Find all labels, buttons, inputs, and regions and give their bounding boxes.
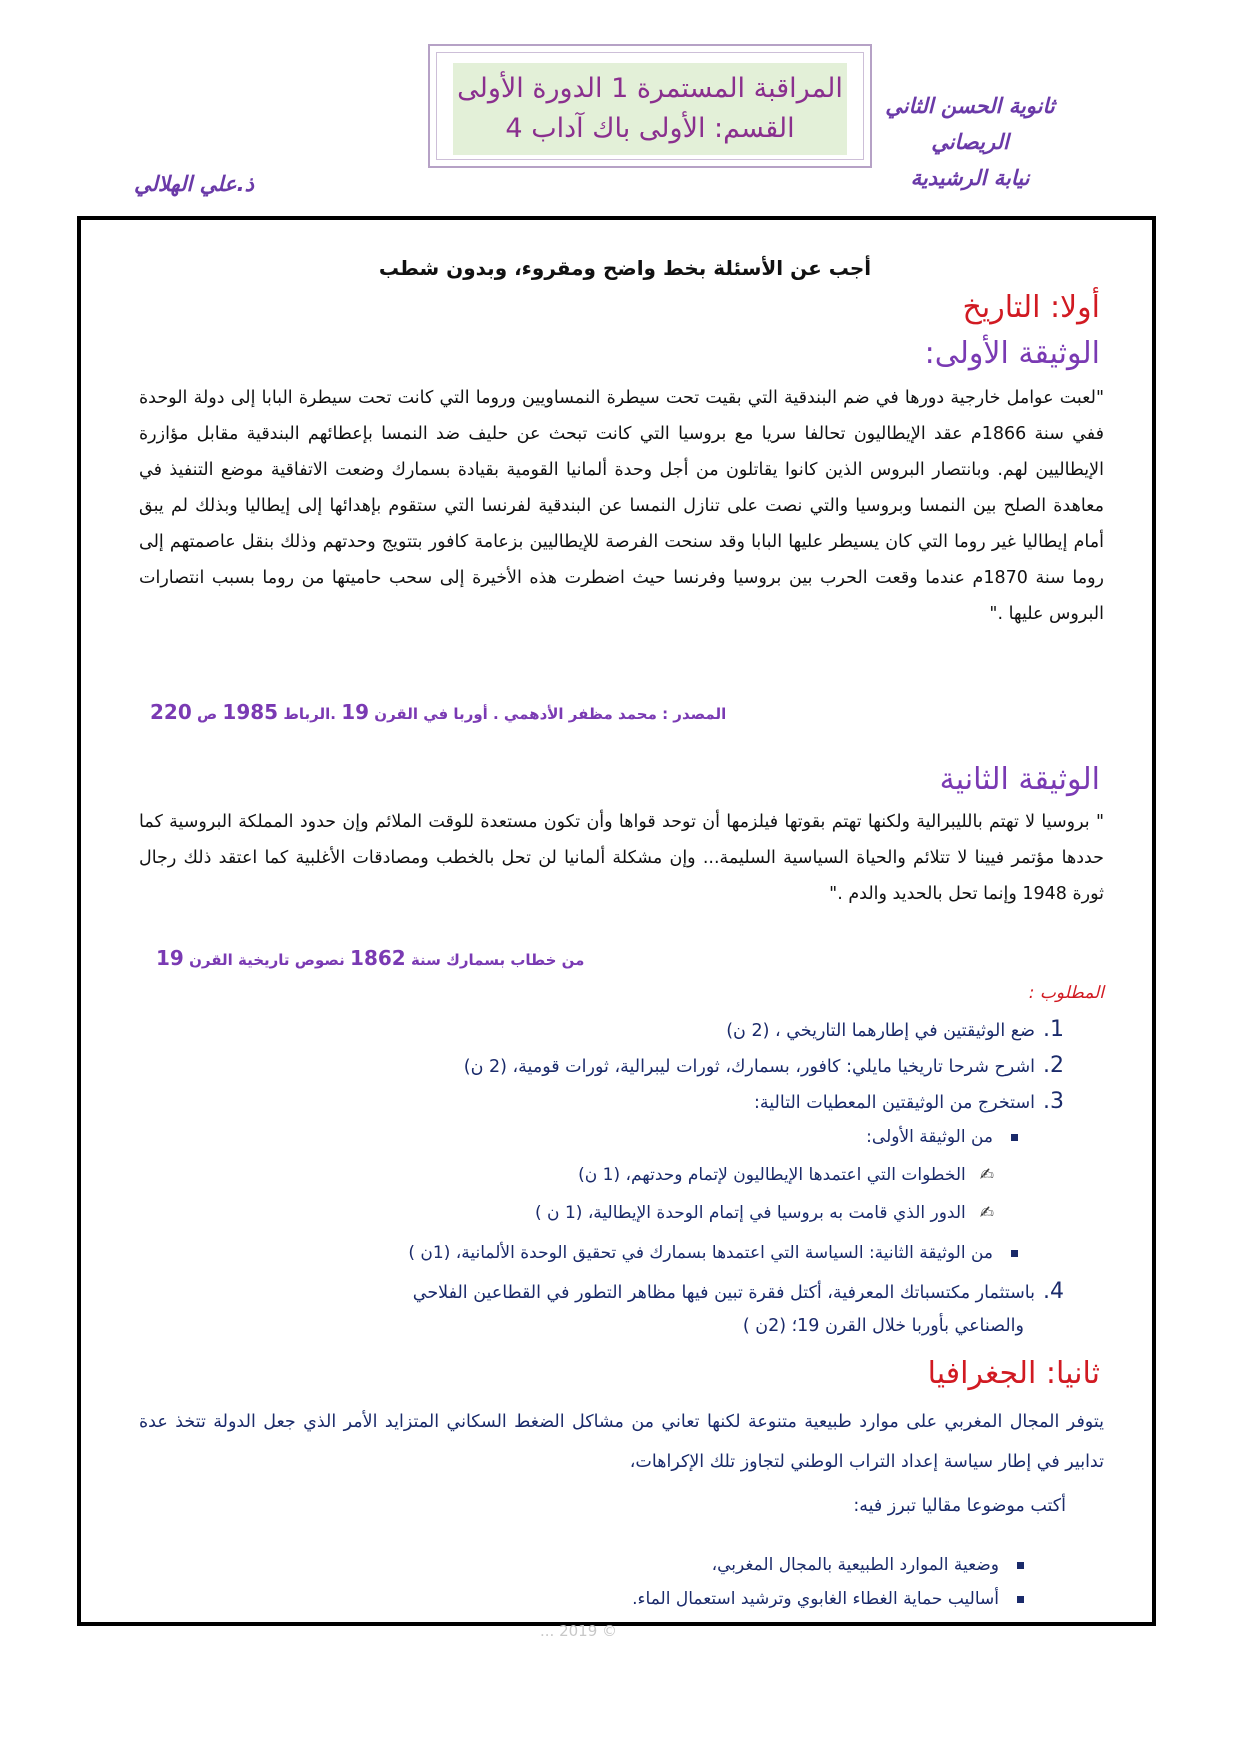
question-2 bbox=[464, 1050, 1064, 1083]
geography-text: يتوفر المجال المغربي على موارد طبيعية متنوعة لكنها تعاني من مشاكل الضغط السكاني المتزايد الأمر الذي جعل الدولة تتخذ عدة تدابير في إطار سياسة إعداد التراب الوطني لتجاوز تلك الإكراهات، bbox=[139, 1412, 1104, 1472]
teacher-name: ذ.علي الهلالي bbox=[134, 172, 254, 196]
school-name: ثانوية الحسن الثاني bbox=[885, 94, 1055, 118]
question-3 bbox=[754, 1086, 1064, 1119]
school-info bbox=[840, 88, 1100, 196]
sub-doc2-text: من الوثيقة الثانية: السياسة التي اعتمدها بسمارك في تحقيق الوحدة الألمانية، (1ن ) bbox=[408, 1243, 993, 1263]
geography-item-1 bbox=[712, 1550, 1024, 1580]
footer-watermark: © 2019 ... bbox=[540, 1622, 618, 1640]
exam-title-box bbox=[453, 63, 847, 155]
doc1-source-city: .الرباط bbox=[283, 705, 336, 723]
requirements-label: المطلوب : bbox=[1028, 983, 1104, 1003]
square-bullet-icon bbox=[1017, 1596, 1024, 1603]
pen-icon: ✍ bbox=[979, 1165, 994, 1185]
exam-title: المراقبة المستمرة 1 الدورة الأولى bbox=[457, 73, 843, 104]
class-line: القسم: الأولى باك آداب 4 bbox=[505, 113, 795, 144]
question-3-text: استخرج من الوثيقتين المعطيات التالية: bbox=[753, 1093, 1035, 1113]
sub-doc1-item-2 bbox=[535, 1198, 994, 1228]
school-directorate: نيابة الرشيدية bbox=[910, 166, 1030, 190]
doc2-source-century: 19 bbox=[156, 946, 184, 970]
square-bullet-icon bbox=[1011, 1250, 1018, 1257]
geography-heading: ثانيا: الجغرافيا bbox=[927, 1356, 1100, 1391]
doc1-source bbox=[150, 700, 726, 724]
question-1 bbox=[726, 1014, 1064, 1047]
question-1-text: ضع الوثيقتين في إطارهما التاريخي ، (2 ن) bbox=[726, 1021, 1035, 1041]
question-2-number: 2. bbox=[1043, 1053, 1064, 1078]
instruction: أجب عن الأسئلة بخط واضح ومقروء، وبدون شطب bbox=[378, 256, 872, 280]
question-4-number: 4. bbox=[1043, 1279, 1064, 1304]
square-bullet-icon bbox=[1011, 1134, 1018, 1141]
sub-doc1 bbox=[866, 1122, 1018, 1152]
doc2-source-title: نصوص تاريخية القرن bbox=[189, 951, 345, 969]
question-2-text: اشرح شرحا تاريخيا مايلي: كافور، بسمارك، ثورات ليبرالية، ثورات قومية، (2 ن) bbox=[463, 1057, 1035, 1077]
sub-doc2 bbox=[408, 1238, 1018, 1268]
sub-doc1-item-1 bbox=[578, 1160, 994, 1190]
doc1-source-year: 1985 bbox=[222, 700, 279, 724]
doc2-source bbox=[156, 946, 584, 970]
question-1-number: 1. bbox=[1043, 1017, 1064, 1042]
doc1-source-prefix: المصدر : محمد مظفر الأدهمي . أوربا في القرن bbox=[374, 705, 727, 723]
geography-item-2 bbox=[632, 1584, 1024, 1614]
exam-title-inner bbox=[436, 52, 864, 160]
question-4-continuation: والصناعي بأوربا خلال القرن 19؛ (2ن ) bbox=[742, 1316, 1024, 1336]
history-heading: أولا: التاريخ bbox=[962, 290, 1100, 325]
question-3-number: 3. bbox=[1043, 1089, 1064, 1114]
doc2-source-year: 1862 bbox=[350, 946, 406, 970]
doc1-source-page-label: ص bbox=[196, 705, 218, 723]
question-4 bbox=[413, 1276, 1064, 1309]
doc1-source-century: 19 bbox=[341, 700, 370, 724]
doc2-source-prefix: من خطاب بسمارك سنة bbox=[410, 951, 585, 969]
question-4-text: باستثمار مكتسباتك المعرفية، أكتل فقرة تبين فيها مظاهر التطور في القطاعين الفلاحي bbox=[412, 1283, 1035, 1303]
sub-doc1-item-2-text: الدور الذي قامت به بروسيا في إتمام الوحدة الإيطالية، (1 ن ) bbox=[535, 1203, 966, 1223]
geography-item-1-text: وضعية الموارد الطبيعية بالمجال المغربي، bbox=[711, 1555, 999, 1575]
sub-doc1-item-1-text: الخطوات التي اعتمدها الإيطاليون لإتمام وحدتهم، (1 ن) bbox=[578, 1165, 966, 1185]
sub-doc1-label: من الوثيقة الأولى: bbox=[866, 1127, 993, 1147]
exam-title-frame bbox=[428, 44, 872, 168]
doc1-text: "لعبت عوامل خارجية دورها في ضم البندقية التي بقيت تحت سيطرة النمساويين وروما التي كانت تحت سيطرة البابا إلى دولة الوحدة ففي سنة 1866م عقد الإيطاليون تحالفا سريا مع بروسيا التي كانت تبحث عن حليف ضد النمسا بإعطائهم البندقية مقابل مؤازرة الإيطاليين لهم. وبانتصار البروس الذين كانوا يقاتلون من أجل وحدة ألمانيا القومية بقيادة بسمارك وضعت الاتفاقية موضع التنفيذ في معاهدة الصلح بين النمسا وبروسيا والتي نصت على تنازل النمسا عن البندقية لفرنسا التي ستقوم بإهدائها إلى إيطاليا وبذلك لم يبق أمام إيطاليا غير روما التي كان يسيطر عليها البابا وقد سنحت الفرصة للإيطاليين بزعامة كافور بتتويج وحدتهم وذلك بنقل عاصمتهم إلى روما سنة 1870م عندما وقعت الحرب بين بروسيا وفرنسا حيث اضطرت هذه الأخيرة إلى سحب حاميتها من روما بسبب انتصارات البروس عليها ." bbox=[139, 388, 1105, 624]
doc1-source-page: 220 bbox=[150, 700, 192, 724]
geography-item-2-text: أساليب حماية الغطاء الغابوي وترشيد استعمال الماء. bbox=[632, 1589, 999, 1609]
square-bullet-icon bbox=[1017, 1562, 1024, 1569]
doc2-text: " بروسيا لا تهتم بالليبرالية ولكنها تهتم بقوتها فيلزمها أن توحد قواها وأن تكون مستعدة للوقت الملائم وإن حدود المملكة البروسية كما حددها مؤتمر فيينا لا تتلائم والحياة السياسية السليمة... وإن مشكلة ألمانيا لن تحل بالخطب ومصادقات الأغلبية كما اعتقد ذلك رجال ثورة 1948 وإنما تحل بالحديد والدم ." bbox=[139, 812, 1104, 904]
geography-task: أكتب موضوعا مقاليا تبرز فيه: bbox=[853, 1496, 1066, 1516]
doc1-heading: الوثيقة الأولى: bbox=[924, 336, 1100, 371]
pen-icon: ✍ bbox=[979, 1203, 994, 1223]
school-town: الريصاني bbox=[931, 130, 1009, 154]
doc2-heading: الوثيقة الثانية bbox=[939, 762, 1100, 797]
